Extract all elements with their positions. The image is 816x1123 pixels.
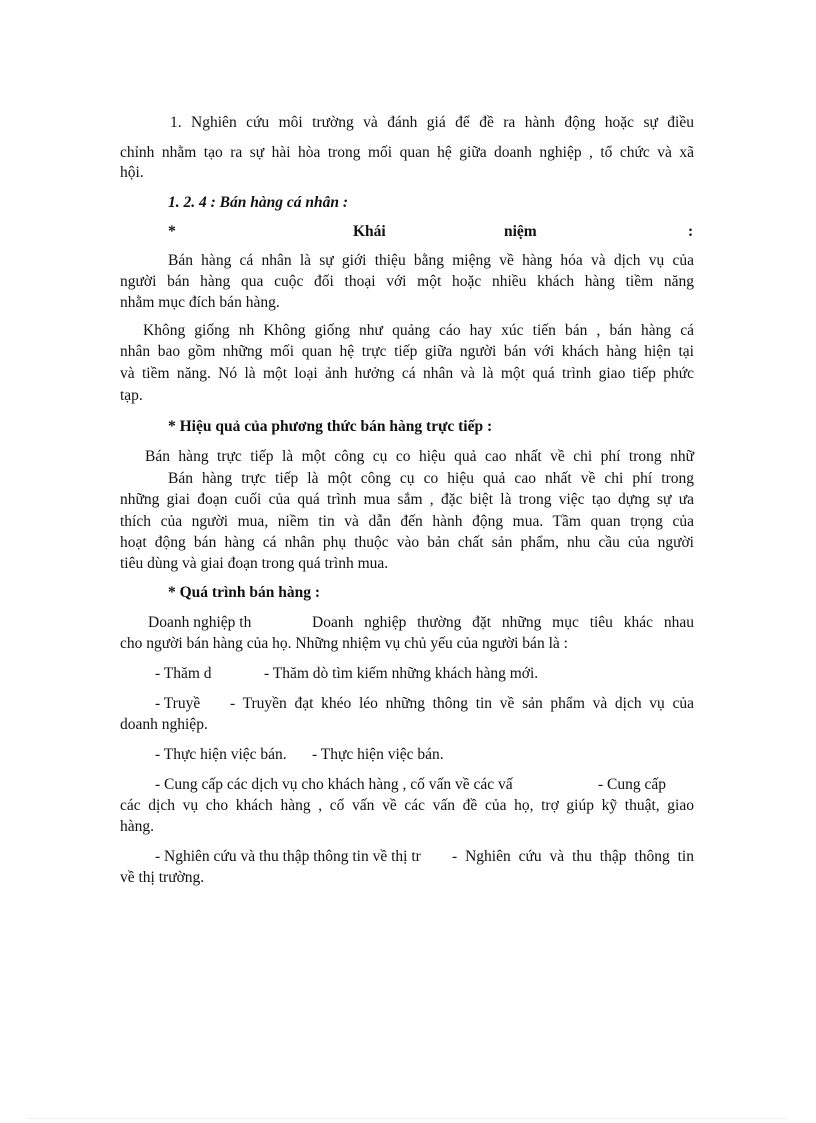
efficiency-overlap-line: Bán hàng trực tiếp là một công cụ co hiệu quả cao nhất về chi phí trong nhữ (145, 448, 694, 465)
task2-line2: doanh nghiệp. (120, 716, 208, 733)
task3-fragment: - Thực hiện việc bán. (155, 746, 287, 763)
process-para-line1: Doanh nghiệp thường đặt những mục tiêu khác nhau (312, 614, 694, 631)
section-heading: 1. 2. 4 : Bán hàng cá nhân : (168, 194, 349, 211)
concept-para-line2: người bán hàng qua cuộc đối thoại với một hoặc nhiều khách hàng tiềm năng (120, 273, 694, 290)
task1-fragment: - Thăm d (155, 665, 212, 682)
task5-line2: về thị trường. (120, 869, 205, 886)
task2-fragment: - Truyề (155, 695, 201, 712)
item1-line1: 1. Nghiên cứu môi trường và đánh giá để đề ra hành động hoặc sự điều (170, 114, 694, 131)
unlike-para-line1: Không giống nh Không giống như quảng cáo hay xúc tiến bán , bán hàng cá (143, 322, 694, 339)
page-bottom-edge (28, 1118, 788, 1119)
task4-line3: hàng. (120, 818, 155, 835)
task1-text: - Thăm dò tìm kiếm những khách hàng mới. (264, 665, 539, 682)
item1-line3: hội. (120, 164, 144, 181)
efficiency-para-line1: Bán hàng trực tiếp là một công cụ co hiệu quả cao nhất về chi phí trong (168, 470, 694, 487)
task5-fragment: - Nghiên cứu và thu thập thông tin về thị tr (155, 848, 421, 865)
task2-line1: - Truyền đạt khéo léo những thông tin về sản phẩm và dịch vụ của (230, 695, 694, 712)
task3-text: - Thực hiện việc bán. (312, 746, 444, 763)
unlike-para-line4: tạp. (120, 387, 143, 404)
task5-line1: - Nghiên cứu và thu thập thông tin (452, 848, 694, 865)
unlike-para-line2: nhân bao gồm những mối quan hệ trực tiếp giữa người bán với khách hàng hiện tại (120, 343, 694, 360)
concept-word-khai: Khái (353, 223, 386, 240)
process-heading: * Quá trình bán hàng : (168, 584, 321, 601)
efficiency-para-line3: thích của người mua, niềm tin và dẫn đến hành động mua. Tầm quan trọng của (120, 513, 694, 530)
concept-para-line3: nhằm mục đích bán hàng. (120, 294, 280, 311)
efficiency-para-line5: tiêu dùng và giai đoạn trong quá trình mua. (120, 555, 389, 572)
process-para-line2: cho người bán hàng của họ. Những nhiệm vụ chủ yếu của người bán là : (120, 635, 568, 652)
concept-para-line1: Bán hàng cá nhân là sự giới thiệu bằng miệng về hàng hóa và dịch vụ của (168, 252, 694, 269)
concept-word-niem: niệm (504, 223, 537, 240)
efficiency-para-line2: những giai đoạn cuối của quá trình mua sắm , đặc biệt là trong việc tạo dựng sự ưa (120, 491, 694, 508)
task4-line2: các dịch vụ cho khách hàng , cố vấn về các vấn đề của họ, trợ giúp kỹ thuật, giao (120, 797, 694, 814)
task4-fragment: - Cung cấp các dịch vụ cho khách hàng , cố vấn về các vấ (155, 776, 513, 793)
efficiency-heading: * Hiệu quả của phương thức bán hàng trực tiếp : (168, 418, 493, 435)
efficiency-para-line4: hoạt động bán hàng cá nhân phụ thuộc vào bản chất sản phẩm, nhu cầu của người (120, 534, 694, 551)
concept-colon: : (688, 223, 694, 240)
process-fragment: Doanh nghiệp th (148, 614, 252, 631)
task4-line1: - Cung cấp (598, 776, 667, 793)
concept-star: * (168, 223, 176, 240)
unlike-para-line3: và tiềm năng. Nó là một loại ảnh hưởng cá nhân và là một quá trình giao tiếp phức (120, 365, 694, 382)
item1-line2: chỉnh nhằm tạo ra sự hài hòa trong mối quan hệ giữa doanh nghiệp , tổ chức và xã (120, 144, 694, 161)
